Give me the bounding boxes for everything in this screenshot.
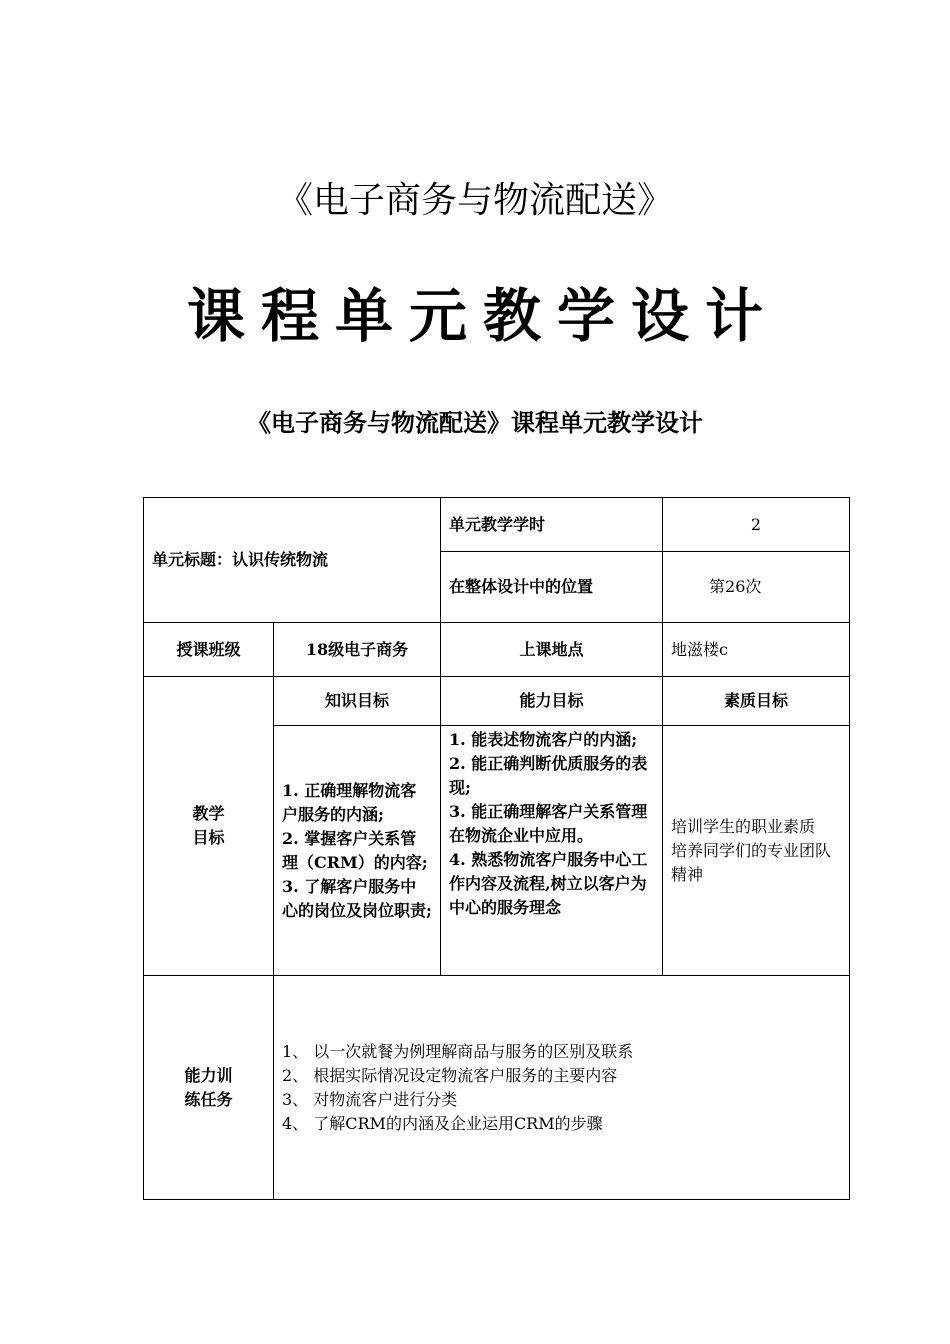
document-title: 《电子商务与物流配送》 (276, 180, 673, 221)
goals-label: 教学 目标 (144, 677, 274, 976)
class-value: 18级电子商务 (274, 623, 441, 677)
tasks-label: 能力训 练任务 (144, 976, 274, 1200)
position-label: 在整体设计中的位置 (441, 552, 663, 623)
position-value: 第26次 (663, 552, 850, 623)
quality-header: 素质目标 (663, 677, 850, 726)
quality-goals: 培训学生的职业素质 培养同学们的专业团队精神 (663, 726, 850, 976)
ability-header: 能力目标 (441, 677, 663, 726)
unit-design-table (143, 497, 850, 1200)
knowledge-goals: 1. 正确理解物流客户服务的内涵; 2. 掌握客户关系管理（CRM）的内容; 3. 了解客户服务中心的岗位及岗位职责; (274, 726, 441, 976)
task-item: 4、 了解CRM的内涵及企业运用CRM的步骤 (282, 1113, 603, 1133)
hours-value: 2 (663, 498, 850, 552)
table-caption: 《电子商务与物流配送》课程单元教学设计 (247, 408, 703, 437)
unit-title-cell: 单元标题：认识传统物流 (144, 498, 441, 623)
location-value: 地滋楼c (663, 623, 850, 677)
location-label: 上课地点 (441, 623, 663, 677)
task-item: 3、 对物流客户进行分类 (282, 1089, 458, 1109)
class-label: 授课班级 (144, 623, 274, 677)
task-list (274, 976, 850, 1200)
ability-goals: 1. 能表述物流客户的内涵; 2. 能正确判断优质服务的表现; 3. 能正确理解客户关系管理在物流企业中应用。 4. 熟悉物流客户服务中心工作内容及流程,树立以客户为中心的服务理念 (441, 726, 663, 976)
hours-label: 单元教学学时 (441, 498, 663, 552)
task-item: 2、 根据实际情况设定物流客户服务的主要内容 (282, 1065, 618, 1085)
task-item: 1、 以一次就餐为例理解商品与服务的区别及联系 (282, 1041, 634, 1061)
knowledge-header: 知识目标 (274, 677, 441, 726)
document-subtitle: 课程单元教学设计 (186, 282, 779, 350)
